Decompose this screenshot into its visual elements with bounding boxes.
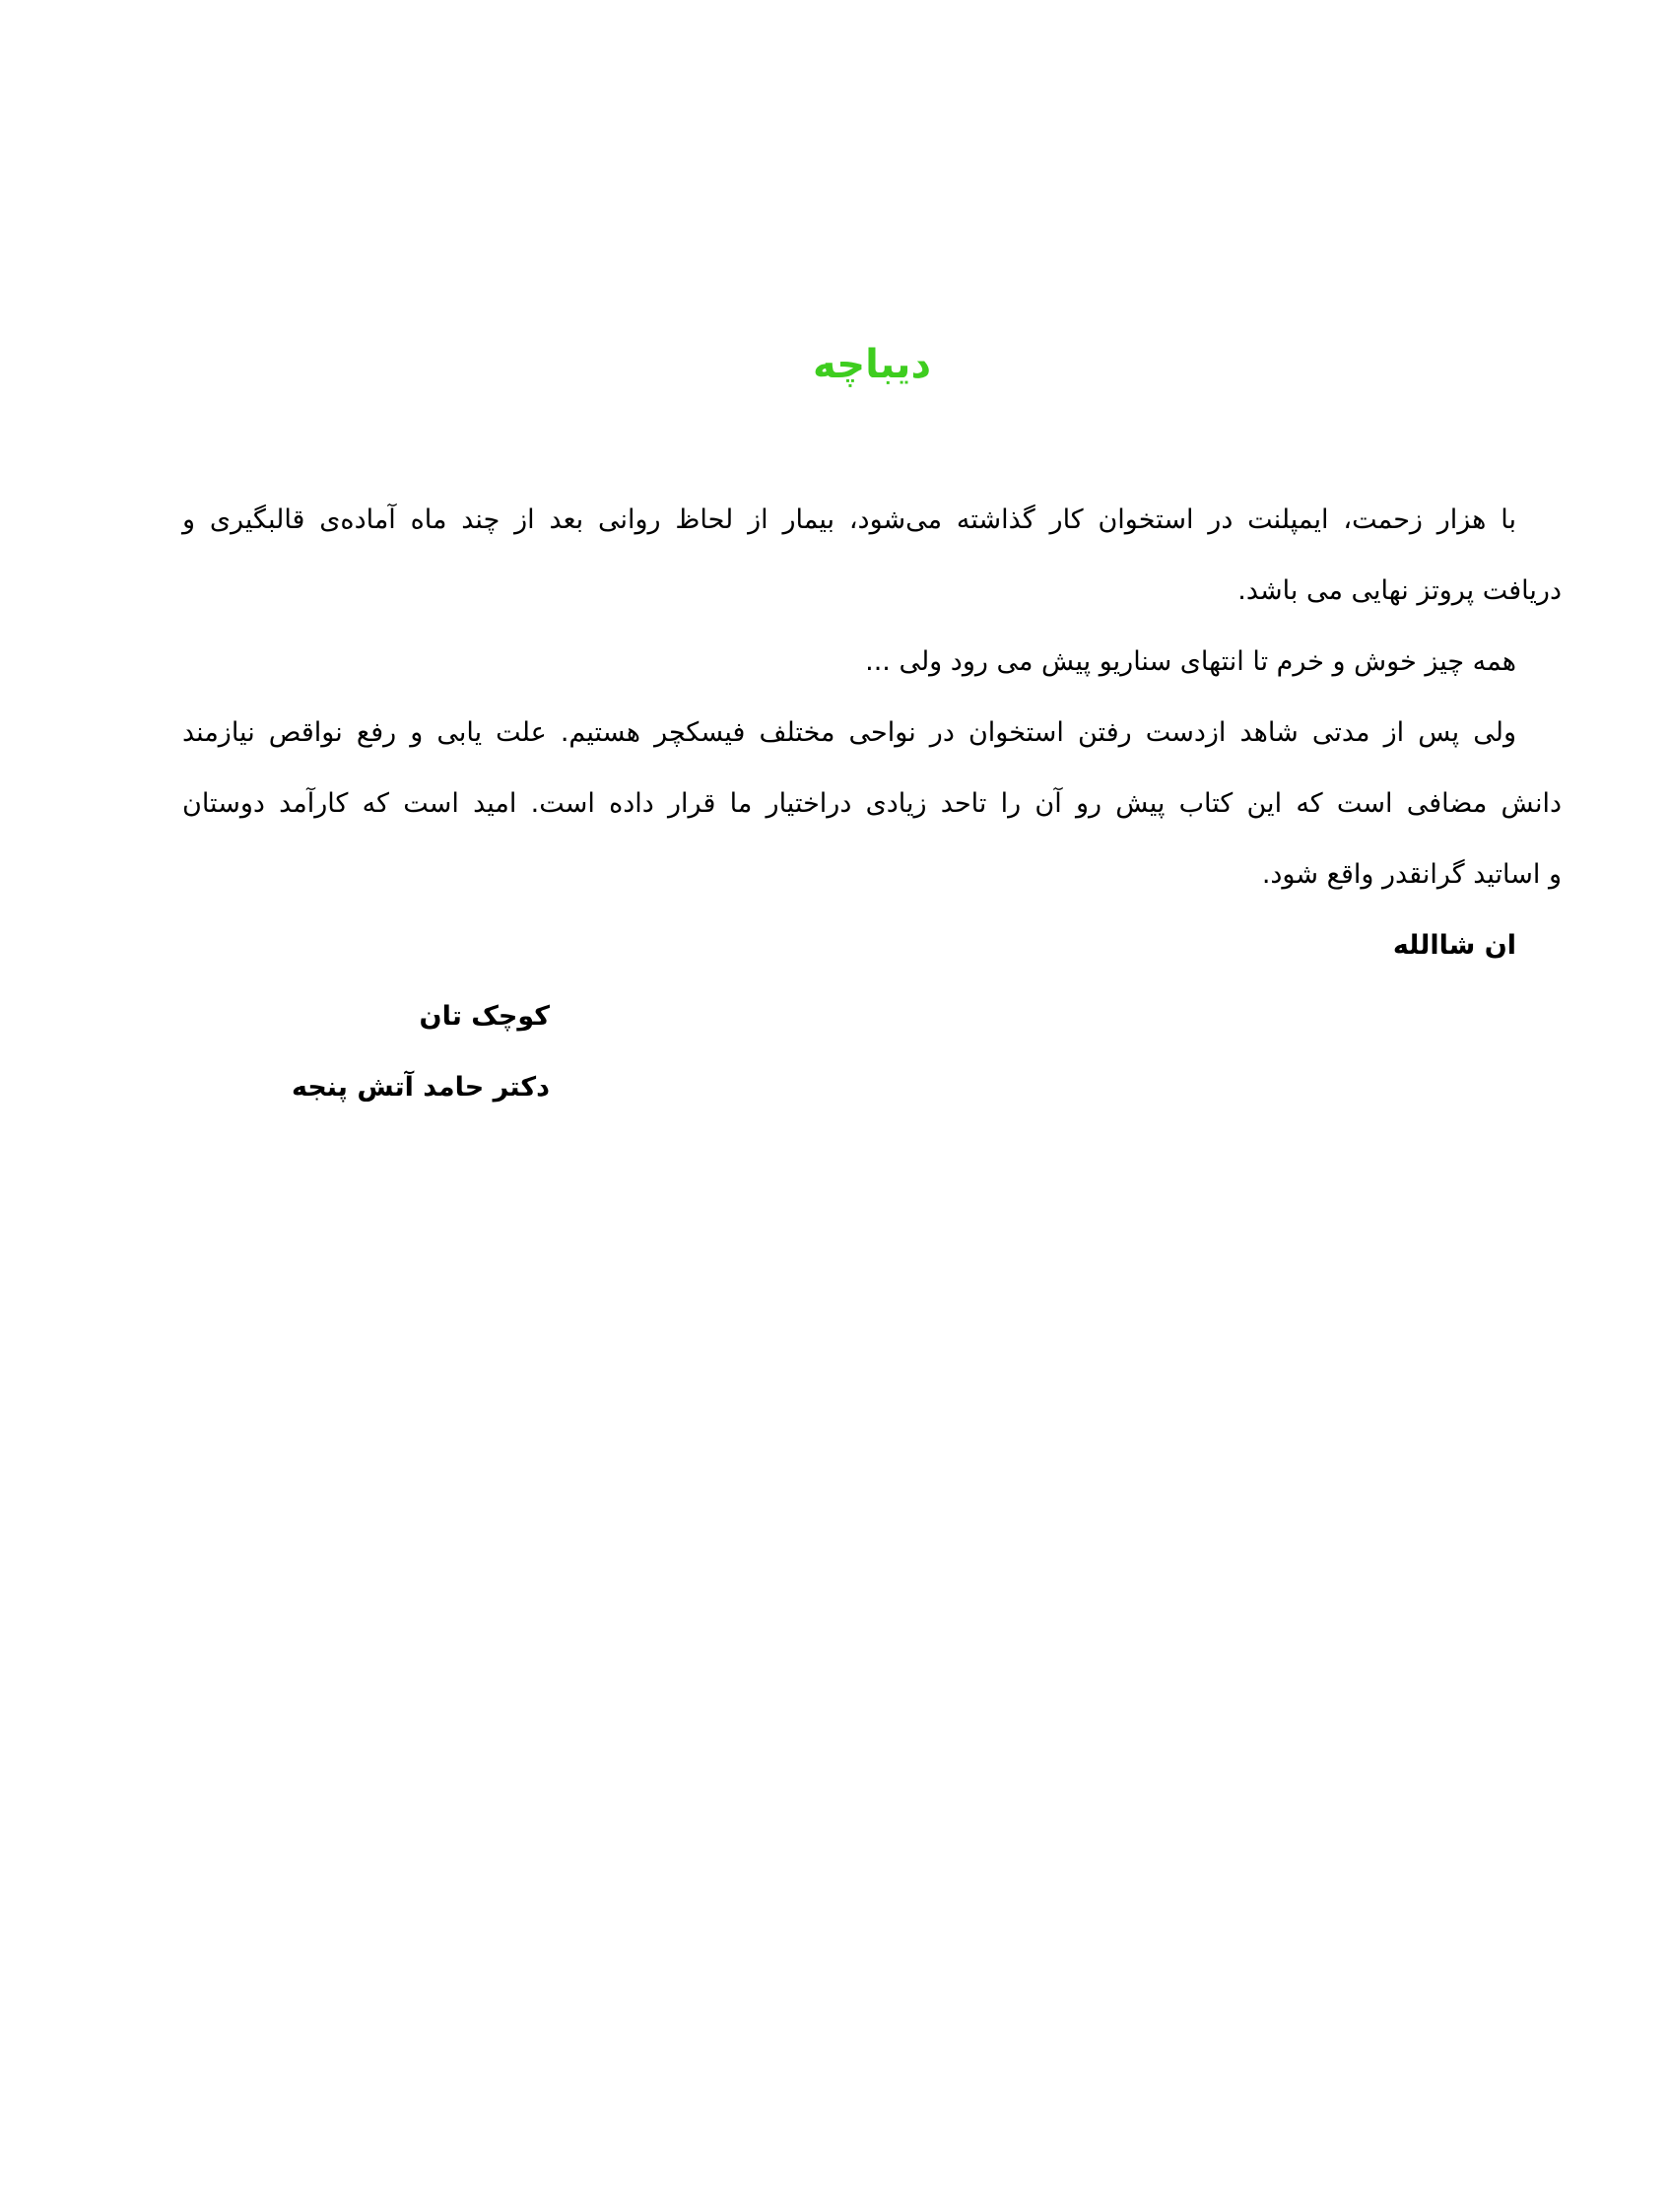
paragraph-1-line-1: با هزار زحمت، ایمپلنت در استخوان کار گذاشته می‌شود، بیمار از لحاظ روانی بعد از چند ماه آماده‌ی قالبگیری و	[182, 504, 1516, 535]
paragraph-3-line-1: ولی پس از مدتی شاهد ازدست رفتن استخوان در نواحی مختلف فیسکچر هستیم. علت یابی و رفع نواقص نیازمند	[182, 717, 1516, 748]
paragraph-1-line-2: دریافت پروتز نهایی می باشد.	[1237, 575, 1562, 606]
page-title: دیباچه	[813, 342, 931, 387]
paragraph-3-line-3: و اساتید گرانقدر واقع شود.	[1261, 859, 1562, 890]
signature-block	[182, 981, 1562, 1123]
text-column	[182, 0, 1562, 1123]
blessing-line: ان شاالله	[1392, 930, 1516, 961]
body-text	[182, 485, 1562, 1123]
signature-line-1: کوچک تان	[419, 1001, 550, 1032]
paragraph-2-line-1: همه چیز خوش و خرم تا انتهای سناریو پیش می رود ولی ...	[865, 646, 1516, 677]
signature-line-2: دکتر حامد آتش پنجه	[291, 1072, 550, 1103]
paragraph-3-line-2: دانش مضافی است که این کتاب پیش رو آن را تاحد زیادی دراختیار ما قرار داده است. امید است که کارآمد دوستان	[182, 788, 1562, 819]
